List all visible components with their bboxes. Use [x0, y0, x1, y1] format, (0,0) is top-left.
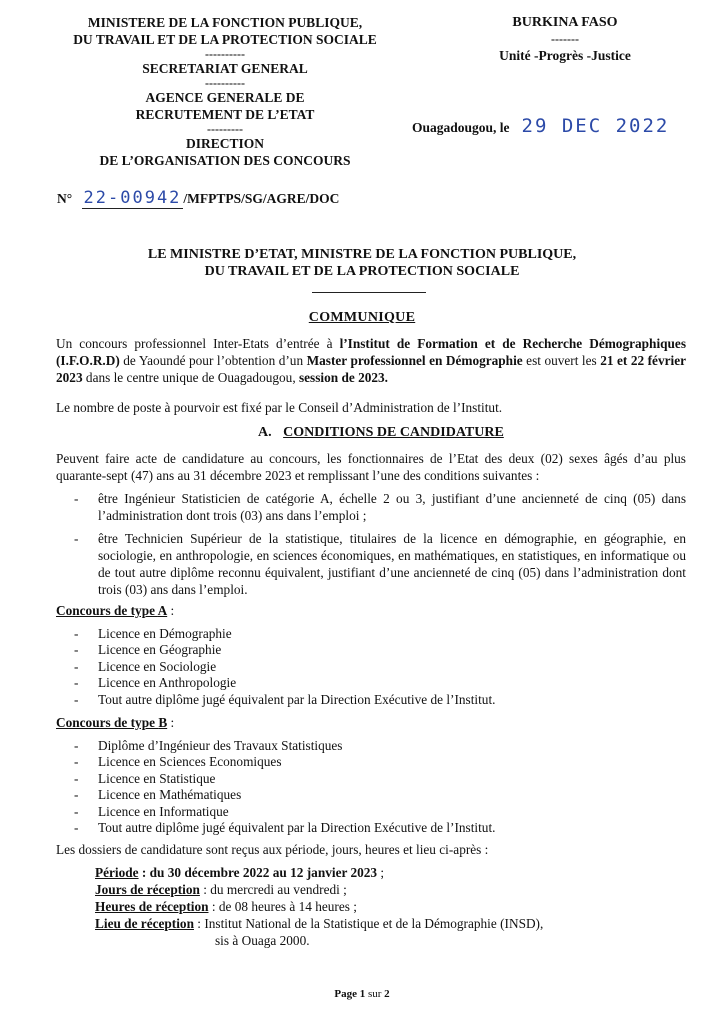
place-value: : Institut National de la Statistique et de la Démographie (INSD), [193, 916, 544, 931]
direction-line-1: DIRECTION [185, 136, 264, 151]
page-of: sur [365, 988, 385, 1000]
intro-paragraph [56, 335, 686, 386]
title-line-1: LE MINISTRE D’ETAT, MINISTRE DE LA FONCTION PUBLIQUE, [147, 247, 577, 262]
section-title: CONDITIONS DE CANDIDATURE [283, 425, 504, 440]
secretariat-line: SECRETARIAT GENERAL [142, 61, 308, 76]
page-number [0, 988, 724, 1000]
communique-heading: COMMUNIQUE [308, 310, 416, 325]
document-title [40, 246, 684, 280]
period-label: Période [95, 865, 139, 880]
issuer-block [40, 14, 410, 169]
ministry-line-2: DU TRAVAIL ET DE LA PROTECTION SOCIALE [73, 32, 377, 47]
country-name: BURKINA FASO [512, 15, 618, 30]
period-line [95, 864, 384, 881]
intro-text: de Yaoundé pour l’obtention d’un [119, 353, 307, 368]
direction-line-2: DE L’ORGANISATION DES CONCOURS [99, 153, 351, 168]
place-date [412, 115, 669, 137]
dash-bullet: - [74, 491, 79, 506]
ref-prefix: N° [57, 191, 73, 206]
reference-number [57, 188, 339, 209]
list-item: - Licence en Démographie [74, 626, 232, 641]
ref-number-stamp: 22-00942 [83, 188, 182, 208]
list-item: - Licence en Informatique [74, 804, 229, 819]
country-block [440, 14, 690, 64]
days-line [95, 881, 347, 898]
exam-dates: 21 et 22 février 2023 [56, 353, 686, 385]
hours-value: : de 08 heures à 14 heures ; [208, 899, 357, 914]
title-divider [312, 292, 426, 293]
condition-item [74, 490, 686, 524]
degree-name: Master professionnel en Démographie [306, 353, 523, 368]
dash-bullet: - [74, 531, 79, 546]
days-label: Jours de réception [95, 882, 200, 897]
type-suffix: : [167, 715, 175, 730]
list-item: - Licence en Statistique [74, 771, 216, 786]
type-suffix: : [167, 603, 175, 618]
condition-text: être Technicien Supérieur de la statistique, titulaires de la licence en démographie, en géographie, en sociologie, en anthropologie, en sciences économiques, en mathématiques, en statistiques, en informatique ou de tout autre diplôme reconnu équivalent, justifiant d’une ancienneté de cinq (05) dans l’administration dont trois (03) ans dans l’emploi. [98, 531, 686, 597]
section-a-heading [258, 425, 504, 441]
title-line-2: DU TRAVAIL ET DE LA PROTECTION SOCIALE [204, 264, 520, 279]
condition-item [74, 530, 686, 598]
agency-line-1: AGENCE GENERALE DE [145, 90, 305, 105]
type-label: Concours de type [56, 715, 159, 730]
list-item: - Licence en Sociologie [74, 659, 217, 674]
period-value: : du 30 décembre 2022 au 12 janvier 2023 [138, 865, 378, 880]
type-a-heading [56, 602, 174, 619]
agency-line-2: RECRUTEMENT DE L’ETAT [135, 107, 315, 122]
list-item: - Licence en Géographie [74, 642, 222, 657]
condition-text: être Ingénieur Statisticien de catégorie A, échelle 2 ou 3, justifiant d’une ancienneté de cinq (05) dans l’administration dont trois (03) ans dans l’emploi ; [98, 491, 686, 523]
intro-text: dans le centre unique de Ouagadougou, [82, 370, 299, 385]
hours-label: Heures de réception [95, 899, 209, 914]
intro-text: Un concours professionnel Inter-Etats d’entrée à [56, 336, 340, 351]
separator: --------- [207, 122, 243, 136]
separator: ---------- [205, 76, 245, 90]
intro-text: est ouvert les [522, 353, 601, 368]
hours-line [95, 898, 357, 915]
conditions-intro: Peuvent faire acte de candidature au concours, les fonctionnaires de l’Etat des deux (02) sexes âgés d’au plus quarante-sept (47) ans au 31 décembre 2023 et remplissant l’une des conditions suivantes : [56, 451, 686, 483]
section-letter: A. [258, 425, 272, 440]
list-item: - Tout autre diplôme jugé équivalent par la Direction Exécutive de l’Institut. [74, 820, 496, 835]
list-item: - Tout autre diplôme jugé équivalent par la Direction Exécutive de l’Institut. [74, 692, 496, 707]
country-motto: Unité -Progrès -Justice [499, 48, 631, 63]
page-current: 1 [359, 988, 366, 1000]
list-item: - Licence en Sciences Economiques [74, 754, 282, 769]
type-letter: A [157, 603, 168, 618]
page-word: Page [334, 988, 360, 1000]
dossiers-intro: Les dossiers de candidature sont reçus aux période, jours, heures et lieu ci-après : [56, 842, 489, 857]
type-letter: B [158, 715, 168, 730]
ministry-line-1: MINISTERE DE LA FONCTION PUBLIQUE, [87, 15, 363, 30]
list-item: - Diplôme d’Ingénieur des Travaux Statistiques [74, 738, 343, 753]
type-b-heading [56, 714, 174, 731]
list-item: - Licence en Mathématiques [74, 787, 242, 802]
period-end: ; [377, 865, 385, 880]
separator: ---------- [205, 47, 245, 61]
list-item: - Licence en Anthropologie [74, 675, 237, 690]
separator: ------- [551, 32, 579, 46]
type-label: Concours de type [56, 603, 158, 618]
posts-paragraph: Le nombre de poste à pourvoir est fixé par le Conseil d’Administration de l’Institut. [56, 400, 503, 415]
session-year: session de 2023. [298, 370, 388, 385]
ref-suffix: /MFPTPS/SG/AGRE/DOC [183, 191, 340, 206]
date-stamp: 29 DEC 2022 [521, 115, 670, 137]
page-total: 2 [384, 988, 390, 1000]
place-line-2: sis à Ouaga 2000. [215, 933, 310, 948]
place-label: Ouagadougou, le [412, 120, 510, 135]
place-label: Lieu de réception [95, 916, 194, 931]
institute-name: l’Institut de Formation et de Recherche Démographiques (I.F.O.R.D) [56, 336, 686, 368]
place-line [95, 915, 543, 932]
days-value: : du mercredi au vendredi ; [199, 882, 347, 897]
